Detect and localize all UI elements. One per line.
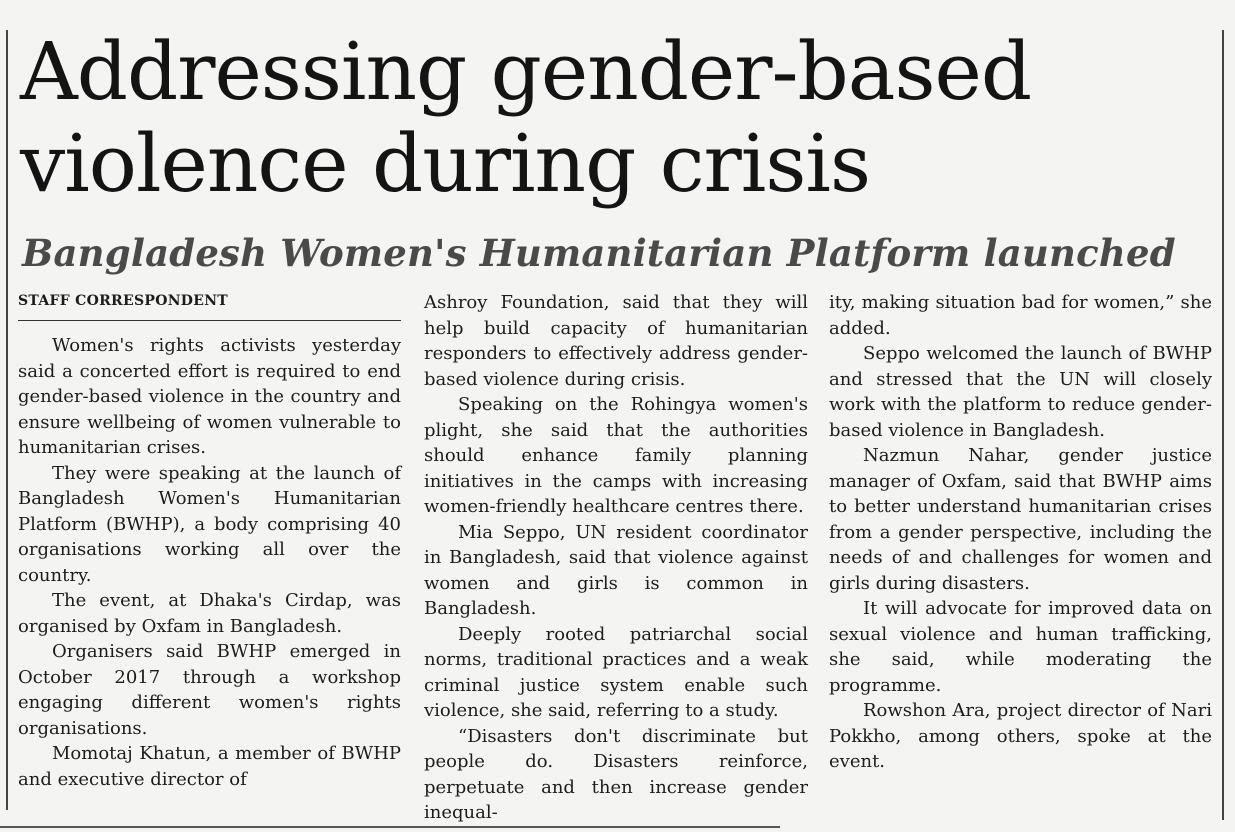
paragraph: Women's rights activists yesterday said a concerted effort is required to end gender-based violence in the country and ensure wellbeing of women vulnerable to humanitarian crises. [18, 335, 401, 458]
paragraph: The event, at Dhaka's Cirdap, was organised by Oxfam in Bangladesh. [18, 590, 401, 637]
bottom-rule [0, 826, 780, 828]
paragraph: Momotaj Khatun, a member of BWHP and executive director of [18, 743, 401, 790]
article-column-2 [424, 290, 808, 826]
article-column-3 [829, 290, 1212, 775]
paragraph: It will advocate for improved data on sexual violence and human trafficking, she said, while moderating the programme. [829, 598, 1212, 696]
paragraph: Ashroy Foundation, said that they will help build capacity of humanitarian responders to effectively address gender-based violence during crisis. [424, 292, 808, 390]
headline: Addressing gender-based violence during crisis [20, 25, 1032, 210]
paragraph: They were speaking at the launch of Bangladesh Women's Humanitarian Platform (BWHP), a body comprising 40 organisations working all over the country. [18, 462, 401, 586]
paragraph: ity, making situation bad for women,” she added. [829, 292, 1212, 339]
column-rule-left [6, 30, 8, 810]
paragraph: Nazmun Nahar, gender justice manager of Oxfam, said that BWHP aims to better understand humanitarian crises from a gender perspective, including the needs of and challenges for women and girls during disasters. [829, 445, 1212, 594]
article-column-1 [18, 290, 401, 792]
paragraph: Mia Seppo, UN resident coordinator in Bangladesh, said that violence against women and girls is common in Bangladesh. [424, 521, 808, 619]
paragraph: Speaking on the Rohingya women's plight, she said that the authorities should enhance family planning initiatives in the camps with increasing women-friendly healthcare centres there. [424, 394, 808, 517]
paragraph: Rowshon Ara, project director of Nari Pokkho, among others, spoke at the event. [829, 700, 1212, 772]
paragraph: Seppo welcomed the launch of BWHP and stressed that the UN will closely work with the platform to reduce gender-based violence in Bangladesh. [829, 343, 1212, 441]
paragraph: Deeply rooted patriarchal social norms, traditional practices and a weak criminal justice system enable such violence, she said, referring to a study. [424, 623, 808, 721]
column-rule-right [1222, 30, 1224, 820]
paragraph: Organisers said BWHP emerged in October 2017 through a workshop engaging different women's rights organisations. [18, 641, 401, 739]
subheadline: Bangladesh Women's Humanitarian Platform launched [22, 231, 1176, 275]
byline: STAFF CORRESPONDENT [18, 290, 401, 321]
paragraph: “Disasters don't discriminate but people do. Disasters reinforce, perpetuate and then increase gender inequal- [424, 725, 808, 823]
